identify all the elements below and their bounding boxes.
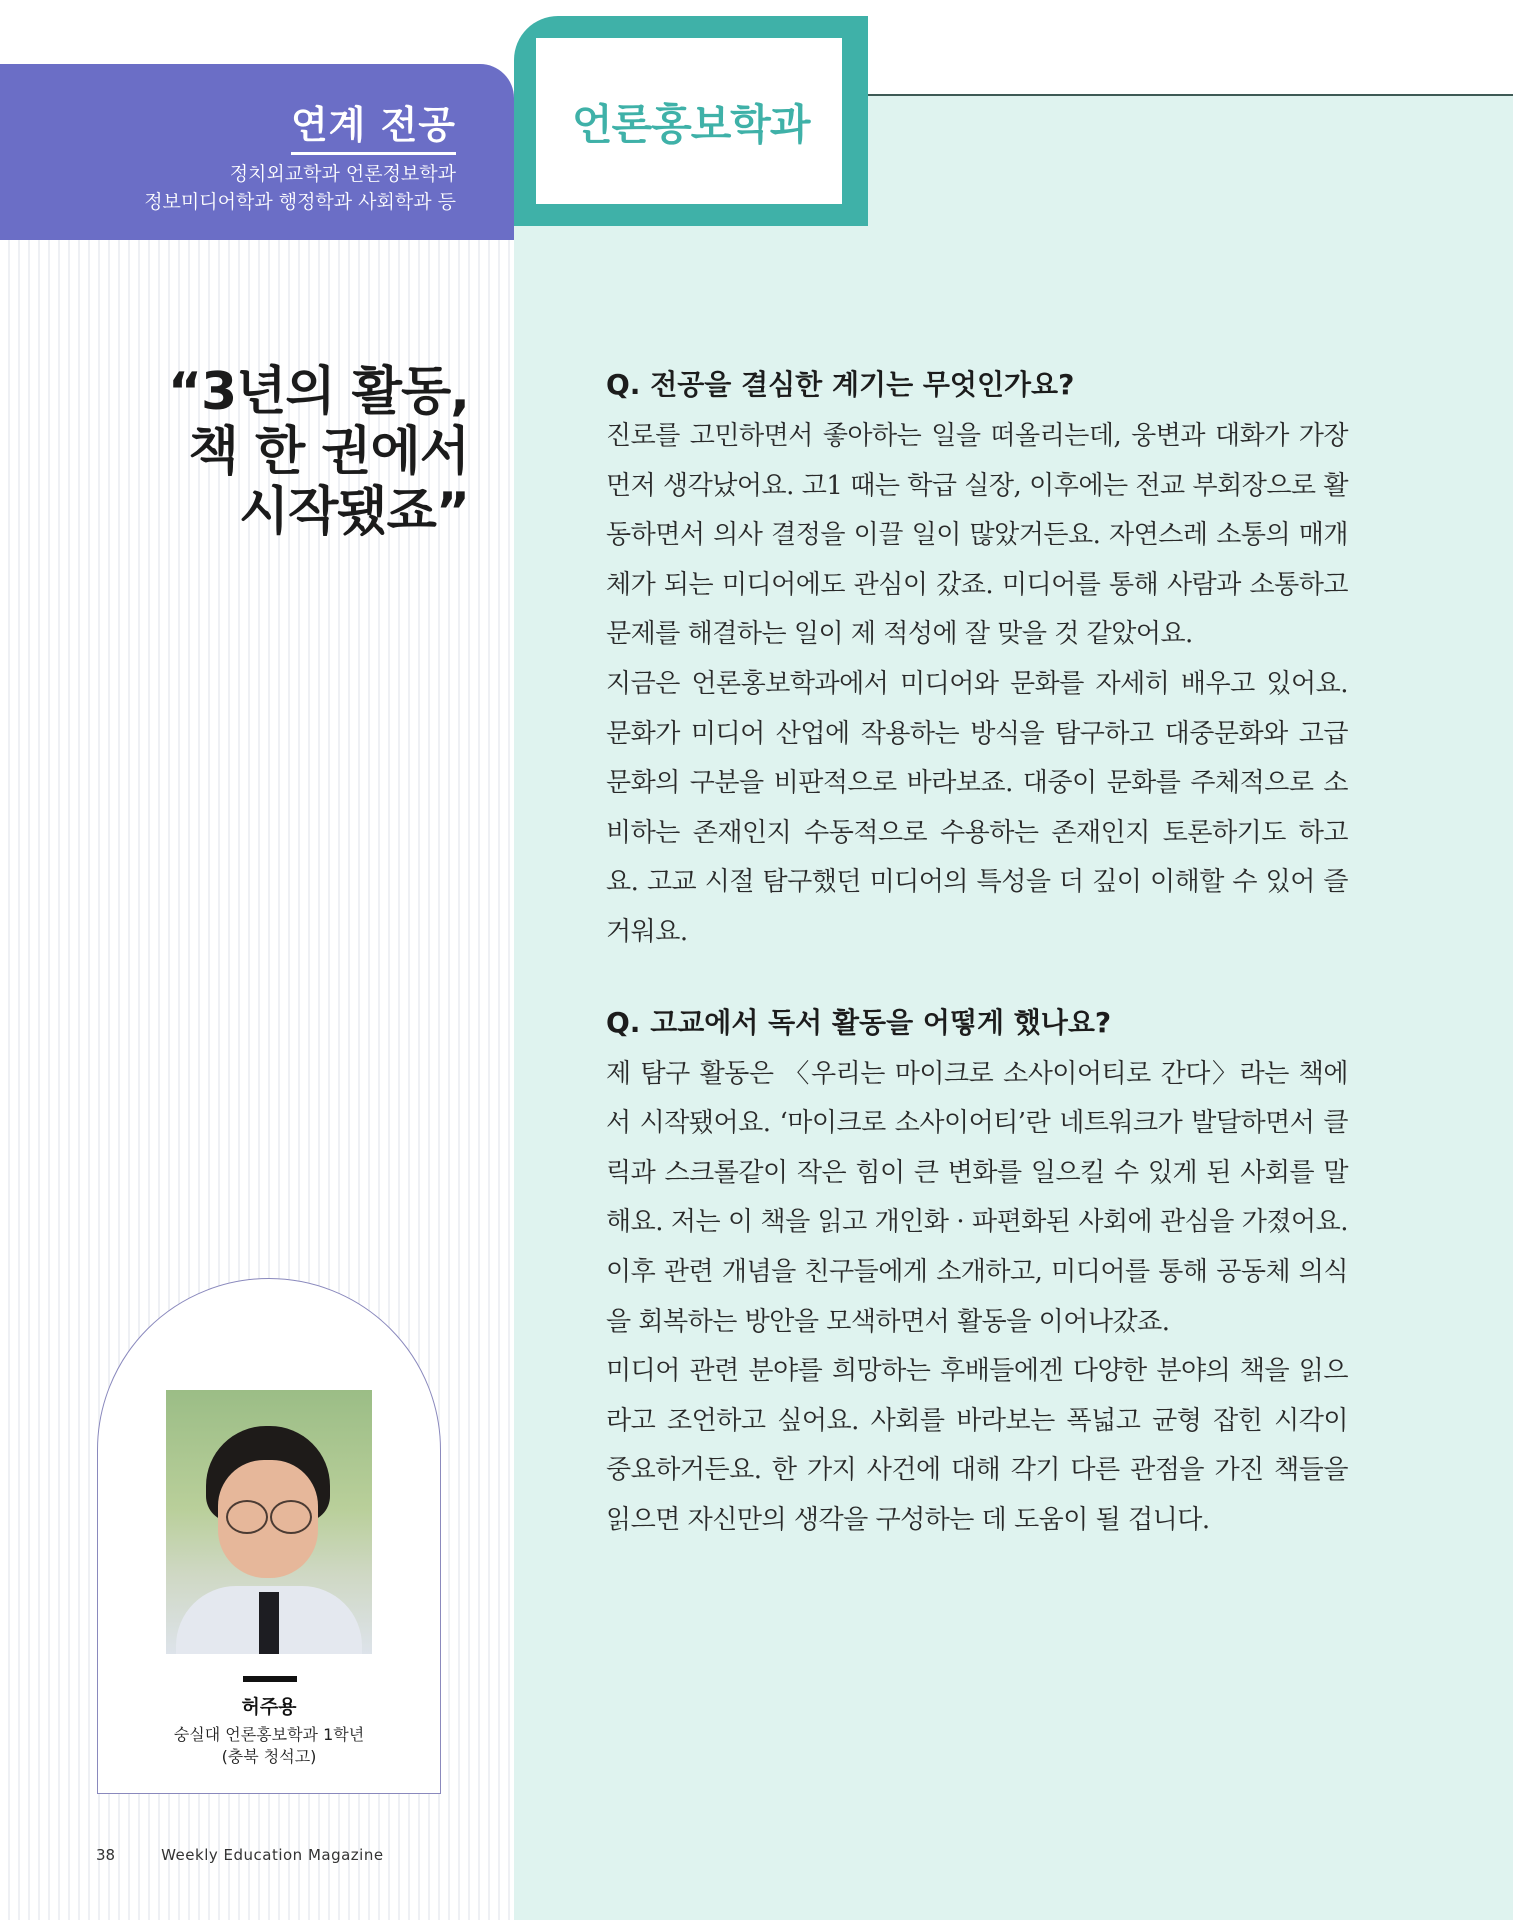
qa-block-1 [606,362,1348,958]
answer-1-paragraph-1: 진로를 고민하면서 좋아하는 일을 떠올리는데, 웅변과 대화가 가장 먼저 생각났어요. 고1 때는 학급 실장, 이후에는 전교 부회장으로 활동하면서 의사 결정을 이끌 일이 많았거든요. 자연스레 소통의 매개체가 되는 미디어에도 관심이 갔죠. 미디어를 통해 사람과 소통하고 문제를 해결하는 일이 제 적성에 잘 맞을 것 같았어요. [606,421,1348,650]
answer-1-paragraph-2: 지금은 언론홍보학과에서 미디어와 문화를 자세히 배우고 있어요. 문화가 미디어 산업에 작용하는 방식을 탐구하고 대중문화와 고급문화의 구분을 비판적으로 바라보죠. 대중이 문화를 주체적으로 소비하는 존재인지 수동적으로 수용하는 존재인지 토론하기도 하고요. 고교 시절 탐구했던 미디어의 특성을 더 깊이 이해할 수 있어 즐거워요. [606,668,1348,947]
photo-tie [259,1592,279,1654]
interview-content [606,362,1348,1587]
related-majors-header [0,64,514,240]
majors-line-1: 정치외교학과 언론정보학과 [229,163,456,185]
page-footer [96,1846,384,1864]
interviewee-affiliation [97,1724,441,1768]
majors-line-2: 정보미디어학과 행정학과 사회학과 등 [144,191,456,213]
name-divider-bar [243,1676,297,1682]
school-line: (충북 청석고) [221,1747,317,1766]
question-1: Q. 전공을 결심한 계기는 무엇인가요? [606,368,1075,401]
page-number: 38 [96,1846,116,1864]
photo-glasses-right [270,1500,312,1534]
quote-line-2: 책 한 권에서 [188,422,469,482]
related-majors-list [144,160,456,216]
answer-2-paragraph-1: 제 탐구 활동은 〈우리는 마이크로 소사이어티로 간다〉라는 책에서 시작됐어요. ‘마이크로 소사이어티’란 네트워크가 발달하면서 클릭과 스크롤같이 작은 힘이 큰 변화를 일으킬 수 있게 된 사회를 말해요. 저는 이 책을 읽고 개인화 · 파편화된 사회에 관심을 가졌어요. 이후 관련 개념을 친구들에게 소개하고, 미디어를 통해 공동체 의식을 회복하는 방안을 모색하면서 활동을 이어나갔죠. [606,1058,1348,1337]
photo-glasses-left [226,1500,268,1534]
qa-block-2 [606,1000,1348,1546]
department-name: 언론홍보학과 [572,100,810,149]
profile-photo [166,1390,372,1654]
affiliation-line: 숭실대 언론홍보학과 1학년 [173,1725,365,1744]
answer-2-paragraph-2: 미디어 관련 분야를 희망하는 후배들에겐 다양한 분야의 책을 읽으라고 조언하고 싶어요. 사회를 바라보는 폭넓고 균형 잡힌 시각이 중요하거든요. 한 가지 사건에 대해 각기 다른 관점을 가진 책들을 읽으면 자신만의 생각을 구성하는 데 도움이 될 겁니다. [606,1356,1348,1535]
quote-line-1: “3년의 활동, [167,362,469,422]
headline-quote [168,362,469,542]
department-tab-box [536,38,842,204]
question-2: Q. 고교에서 독서 활동을 어떻게 했나요? [606,1005,1112,1039]
related-majors-title: 연계 전공 [291,94,456,155]
magazine-name: Weekly Education Magazine [161,1846,384,1864]
department-tab [514,16,868,226]
interviewee-name: 허주용 [241,1696,297,1718]
top-divider [860,94,1513,96]
quote-line-3: 시작됐죠” [238,482,469,542]
